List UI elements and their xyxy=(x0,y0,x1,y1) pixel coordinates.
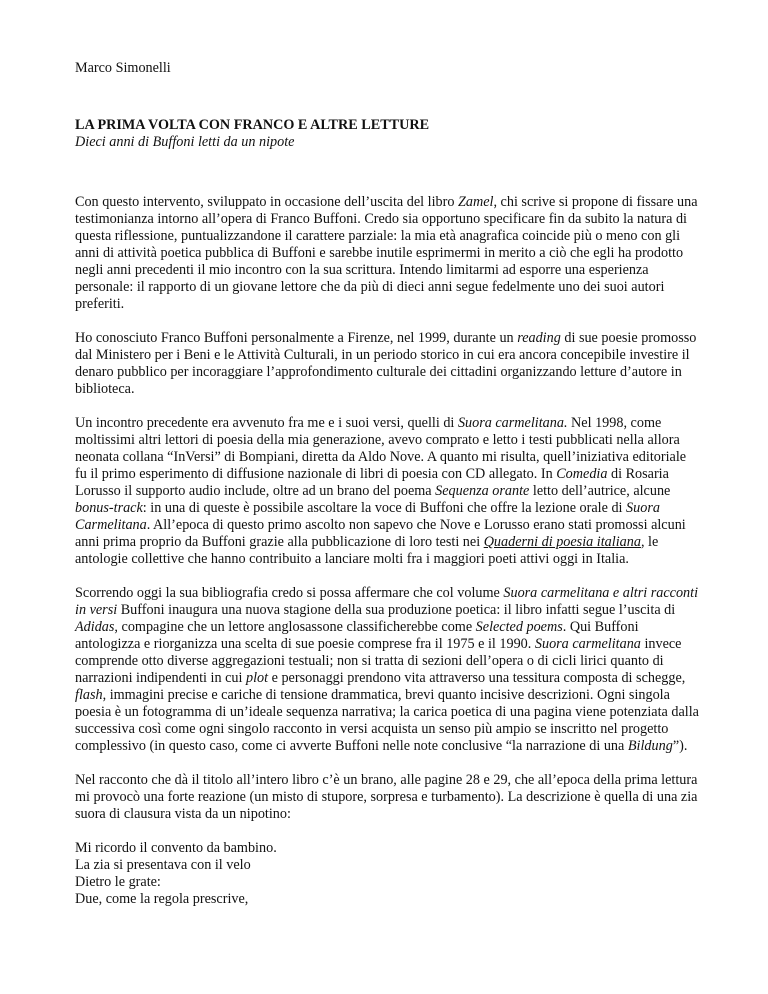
paragraph-first-encounter: Un incontro precedente era avvenuto fra me e i suoi versi, quelli di Suora carmelitana. Nel 1998, come moltissimi altri lettori di poesia della mia generazione, avevo comprato e letto i testi pubblicati nella allora neonata collana “InVersi” di Bompiani, diretta da Aldo Nove. A quanto mi risulta, quell’iniziativa editoriale fu il primo esperimento di diffusione nazionale di libri di poesia con CD allegato. In Comedia di Rosaria Lorusso il supporto audio include, oltre ad un brano del poema Sequenza orante letto dell’autrice, alcune bonus-track: in una di queste è possibile ascoltare la voce di Buffoni che offre la lezione orale di Suora Carmelitana. All’epoca di questo primo ascolto non sapevo che Nove e Lorusso erano stati promossi alcuni anni prima proprio da Buffoni grazie alla pubblicazione di loro testi nei Quaderni di poesia italiana, le antologie collettive che hanno contribuito a lanciare molti fra i maggiori poeti attivi oggi in Italia. xyxy=(75,415,687,567)
document-page xyxy=(75,60,700,908)
poem-line: Dietro le grate: xyxy=(75,874,161,890)
paragraph-meeting: Ho conosciuto Franco Buffoni personalmente a Firenze, nel 1999, durante un reading di sue poesie promosso dal Ministero per i Beni e le Attività Culturali, in un periodo storico in cui era ancora concepibile investire il denaro pubblico per incoraggiare l’approfondimento culturale dei cittadini organizzando letture d’autore in biblioteca. xyxy=(75,330,697,397)
paragraph-bibliography: Scorrendo oggi la sua bibliografia credo si possa affermare che col volume Suora carmelitana e altri racconti in versi Buffoni inaugura una nuova stagione della sua produzione poetica: il libro infatti segue l’uscita di Adidas, compagine che un lettore anglosassone classificherebbe come Selected poems. Qui Buffoni antologizza e riorganizza una scelta di sue poesie comprese fra il 1975 e il 1990. Suora carmelitana invece comprende otto diverse aggregazioni testuali; non si tratta di sezioni dell’opera o di cicli lirici quanto di narrazioni indipendenti in cui plot e personaggi prendono vita attraverso una tessitura composta di schegge, flash, immagini precise e cariche di tensione drammatica, brevi quanto incisive descrizioni. Ogni singola poesia è un fotogramma di un’ideale sequenza narrativa; la carica poetica di una pagina viene potenziata dalla successiva così come ogni singolo racconto in versi acquista un senso più ampio se inscritto nel progetto complessivo (in questo caso, come ci avverte Buffoni nelle note conclusive “la narrazione di una Bildung”). xyxy=(75,585,699,754)
document-subtitle: Dieci anni di Buffoni letti da un nipote xyxy=(75,134,295,150)
paragraph-intro: Con questo intervento, sviluppato in occasione dell’uscita del libro Zamel, chi scrive si propone di fissare una testimonianza intorno all’opera di Franco Buffoni. Credo sia opportuno specificare fin da subito la natura di questa riflessione, puntualizzandone il carattere parziale: la mia età anagrafica coincide più o meno con gli anni di attività poetica pubblica di Buffoni e sarebbe inutile esprimermi in merito a ciò che egli ha prodotto negli anni precedenti il mio incontro con la sua scrittura. Intendo limitarmi ad esporre una esperienza personale: il rapporto di un giovane lettore che da più di dieci anni segue fedelmente uno dei suoi autori preferiti. xyxy=(75,194,698,312)
poem-excerpt xyxy=(75,840,700,908)
author-name: Marco Simonelli xyxy=(75,60,171,76)
poem-line: La zia si presentava con il velo xyxy=(75,857,251,873)
paragraph-passage: Nel racconto che dà il titolo all’intero libro c’è un brano, alle pagine 28 e 29, che all’epoca della prima lettura mi provocò una forte reazione (un misto di stupore, sorpresa e turbamento). La descrizione è quella di una zia suora di clausura vista da un nipotino: xyxy=(75,772,698,822)
poem-line: Due, come la regola prescrive, xyxy=(75,891,249,907)
document-title: LA PRIMA VOLTA CON FRANCO E ALTRE LETTURE xyxy=(75,117,430,133)
poem-line: Mi ricordo il convento da bambino. xyxy=(75,840,277,856)
